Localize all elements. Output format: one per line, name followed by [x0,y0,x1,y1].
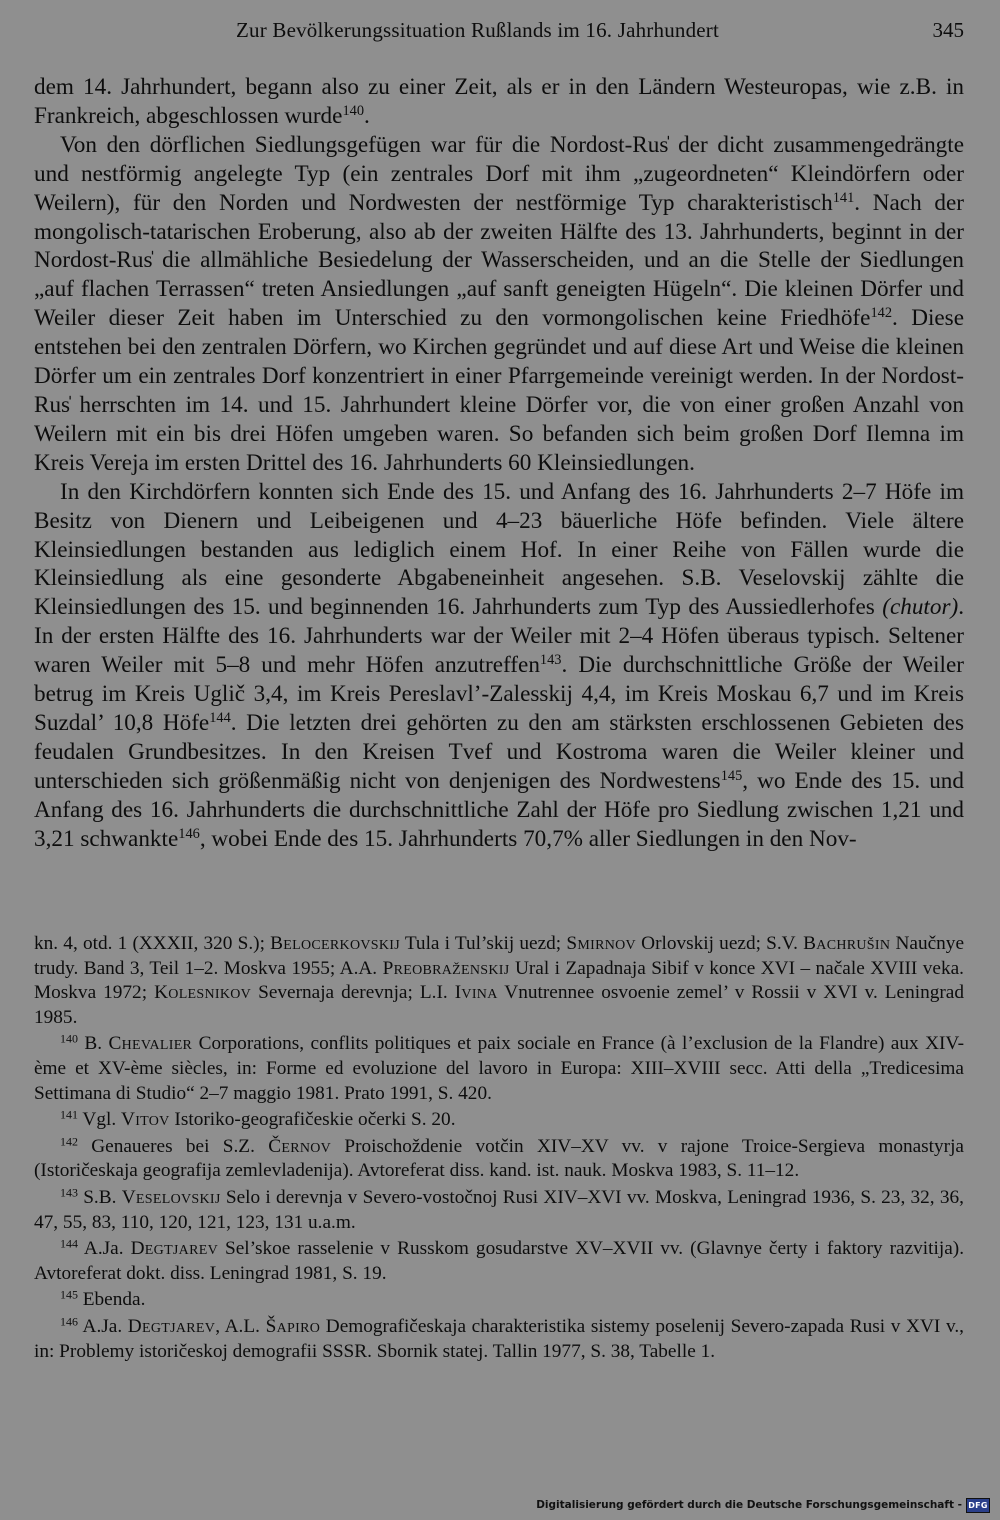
footnote-number: 140 [60,1031,78,1046]
author: Preobraženskij [382,957,510,979]
text: Selo i derevnja v Severo-vostočnoj Rusi XIV–XVI vv. Moskva, Leningrad 1936, S. 23, 32, 36, 47, 55, 83, 110, 120, 121, 123, 131 u.a.m. [34,1186,964,1233]
text: Demografičeskaja charakteristika sistemy poselenij Severo-zapada Rusi v XVI v., in: Problemy istoričeskoj demografii SSSR. Sbornik statej. Tallin 1977, S. 38, Tabelle 1. [34,1315,965,1362]
dfg-logo-icon: DFG [966,1498,990,1513]
text: Proischoždenie votčin XIV–XV vv. v rajone Troice-Sergieva monastyrja (Istoričeskaja geografija zemlevladenija). Avtoreferat diss. kand. ist. nauk. Moskva 1983, S. 11–12. [34,1135,964,1182]
paragraph-1 [34,73,964,131]
text: Naučnye trudy. Band 3, Teil 1–2. Moskva 1955; A.A. [34,933,964,979]
footnote-ref-143[interactable]: 143 [539,652,562,669]
footnote-146 [34,1315,964,1364]
body-text [34,73,964,853]
footnote-143 [34,1186,964,1235]
footnote-number: 143 [60,1185,78,1200]
footnote-ref-146[interactable]: 146 [178,825,200,842]
footnote-144 [34,1237,964,1286]
text: kn. 4, otd. 1 (XXXII, 320 S.); [34,933,271,954]
page-header [34,18,964,48]
text: Ural i Zapadnaja Sibif v konce XVI – načale XVIII veka. Moskva 1972; [34,957,964,1004]
author: Belocerkovskij [270,933,400,954]
text: Vgl. [77,1109,121,1131]
text: , wobei Ende des 15. Jahrhunderts 70,7% aller Siedlungen in den Nov- [199,825,857,852]
footnote-number: 142 [60,1134,78,1149]
author: Chevalier [108,1033,193,1055]
author: Bachrušin [803,933,891,954]
text: Istoriko-geografičeskie očerki S. 20. [169,1109,456,1131]
author: Veselovskij [121,1186,221,1208]
text: , wo Ende des 15. und Anfang des 16. Jahrhunderts die durchschnittliche Zahl der Höfe pro Siedlung zwischen 1,21 und 3,21 schwankte [34,767,964,852]
author: Šapiro [265,1315,321,1337]
footer-text: Digitalisierung gefördert durch die Deutsche Forschungsgemeinschaft - [536,1499,962,1511]
footnote-ref-141[interactable]: 141 [832,189,855,206]
paragraph-2 [34,131,964,478]
dfg-footer [536,1497,990,1513]
text: Genaueres bei S.Z. [77,1135,269,1157]
footnotes [34,932,964,1366]
text: . In der ersten Hälfte des 16. Jahrhunderts war der Weiler mit 2–4 Höfen überaus typisch. Seltener waren Weiler mit 5–8 und mehr Höfen anzutreffen [34,594,964,679]
author: Černov [268,1135,332,1157]
paragraph-3 [34,478,964,854]
author: Ivina [454,982,498,1004]
author: Degtjarev [130,1238,218,1260]
author: Degtjarev [127,1315,216,1337]
footnote-number: 145 [60,1287,78,1302]
text: . Die durchschnittliche Größe der Weiler betrug im Kreis Uglič 3,4, im Kreis Pereslavl’-Zalesskij 4,4, im Kreis Moskau 6,7 und im Kreis Suzdal’ 10,8 Höfe [34,652,964,736]
running-title: Zur Bevölkerungssituation Rußlands im 16. Jahrhundert [236,18,720,42]
footnote-140 [34,1032,964,1106]
text: S.B. [77,1186,122,1208]
text: Von den dörflichen Siedlungsgefügen war für die Nordost-Rus̍ der dicht zusammengedrängte und nestförmig angelegte Typ (ein zentrales Dorf mit ihm „zugeordneten“ Kleindörfern oder Weilern), für den Norden und Nordwesten der nestförmige Typ charakteristisch [34,131,964,216]
footnote-141 [34,1108,964,1133]
footnote-ref-140[interactable]: 140 [342,103,364,119]
footnote-ref-142[interactable]: 142 [870,305,893,322]
italic-term: (chutor) [882,594,959,621]
footnote-ref-144[interactable]: 144 [209,710,231,727]
footnote-142 [34,1135,964,1184]
text: Severnaja derevnja; L.I. [251,982,455,1004]
text: A.Ja. [77,1238,131,1260]
text: A.Ja. [77,1315,128,1337]
page-number: 345 [932,18,964,42]
text: B. [77,1033,109,1055]
text: . Diese entstehen bei den zentralen Dörfern, wo Kirchen gegründet und auf diese Art und Weise die kleinen Dörfer um ein zentrales Dorf konzentriert in einer Pfarrgemeinde vereinigt werden. In der Nordost-Rus̍ herrschten im 14. und 15. Jahrhundert kleine Dörfer vor, die von einer großen Anzahl von Weilern mit ein bis drei Höfen umgeben waren. So befanden sich beim großen Dorf Ilemna im Kreis Vereja im ersten Drittel des 16. Jahrhunderts 60 Kleinsiedlungen. [34,305,964,476]
text: Ebenda. [77,1289,146,1311]
text: . [364,102,370,129]
text: Orlovskij uezd; S.V. [635,933,804,954]
footnote-number: 146 [60,1314,78,1329]
footnote-145 [34,1288,964,1313]
footnote-continuation [34,932,964,1030]
text: Tula i Tul’skij uezd; [399,933,567,954]
text: , A.L. [215,1315,266,1337]
text: In den Kirchdörfern konnten sich Ende des 15. und Anfang des 16. Jahrhunderts 2–7 Höfe im Besitz von Dienern und Leibeigenen und 4–23 bäuerliche Höfe befinden. Viele ältere Kleinsiedlungen bestanden aus lediglich einem Hof. In einer Reihe von Fällen wurde die Kleinsiedlung als eine gesonderte Abgabeneinheit angesehen. S.B. Veselovskij zählte die Kleinsiedlungen des 15. und beginnenden 16. Jahrhunderts zum Typ des Aussiedlerhofes [34,478,964,621]
text: Sel’skoe rasselenie v Russkom gosudarstve XV–XVII vv. (Glavnye čerty i faktory razvitija). Avtoreferat dokt. diss. Leningrad 1981, S. 19. [34,1238,965,1284]
text: Vnutrennee osvoenie zemel’ v Rossii v XVI v. Leningrad 1985. [34,982,965,1028]
text: . Nach der mongolisch-tatarischen Eroberung, also ab der zweiten Hälfte des 13. Jahrhunderts, beginnt in der Nordost-Rus̍ die allmähliche Besiedelung der Wasserscheiden, und an die Stelle der Siedlungen „auf flachen Terrassen“ treten Ansiedlungen „auf sanft geneigten Hügeln“. Die kleinen Dörfer und Weiler dieser Zeit haben im Unterschied zu den vormongolischen keine Friedhöfe [34,189,964,332]
text: Corporations, conflits politiques et paix sociale en France (à l’exclusion de la Flandre) aux XIV-ème et XV-ème siècles, in: Forme ed evoluzione del lavoro in Europa: XIII–XVIII secc. Atti della „Tredicesima Settimana di Studio“ 2–7 maggio 1981. Prato 1991, S. 420. [34,1033,964,1104]
author: Smirnov [566,933,636,954]
footnote-number: 141 [60,1107,78,1122]
author: Vitov [120,1109,170,1131]
footnote-ref-145[interactable]: 145 [720,767,743,784]
text: . Die letzten drei gehörten zu den am stärksten erschlossenen Gebieten des feudalen Grundbesitzes. In den Kreisen Tvef und Kostroma waren die Weiler kleiner und unterschieden sich größenmäßig nicht von denjenigen des Nordwestens [34,709,964,794]
footnote-number: 144 [60,1236,78,1251]
author: Kolesnikov [154,982,252,1004]
text: dem 14. Jahrhundert, begann also zu einer Zeit, als er in den Ländern Westeuropas, wie z.B. in Frankreich, abgeschlossen wurde [34,74,964,129]
